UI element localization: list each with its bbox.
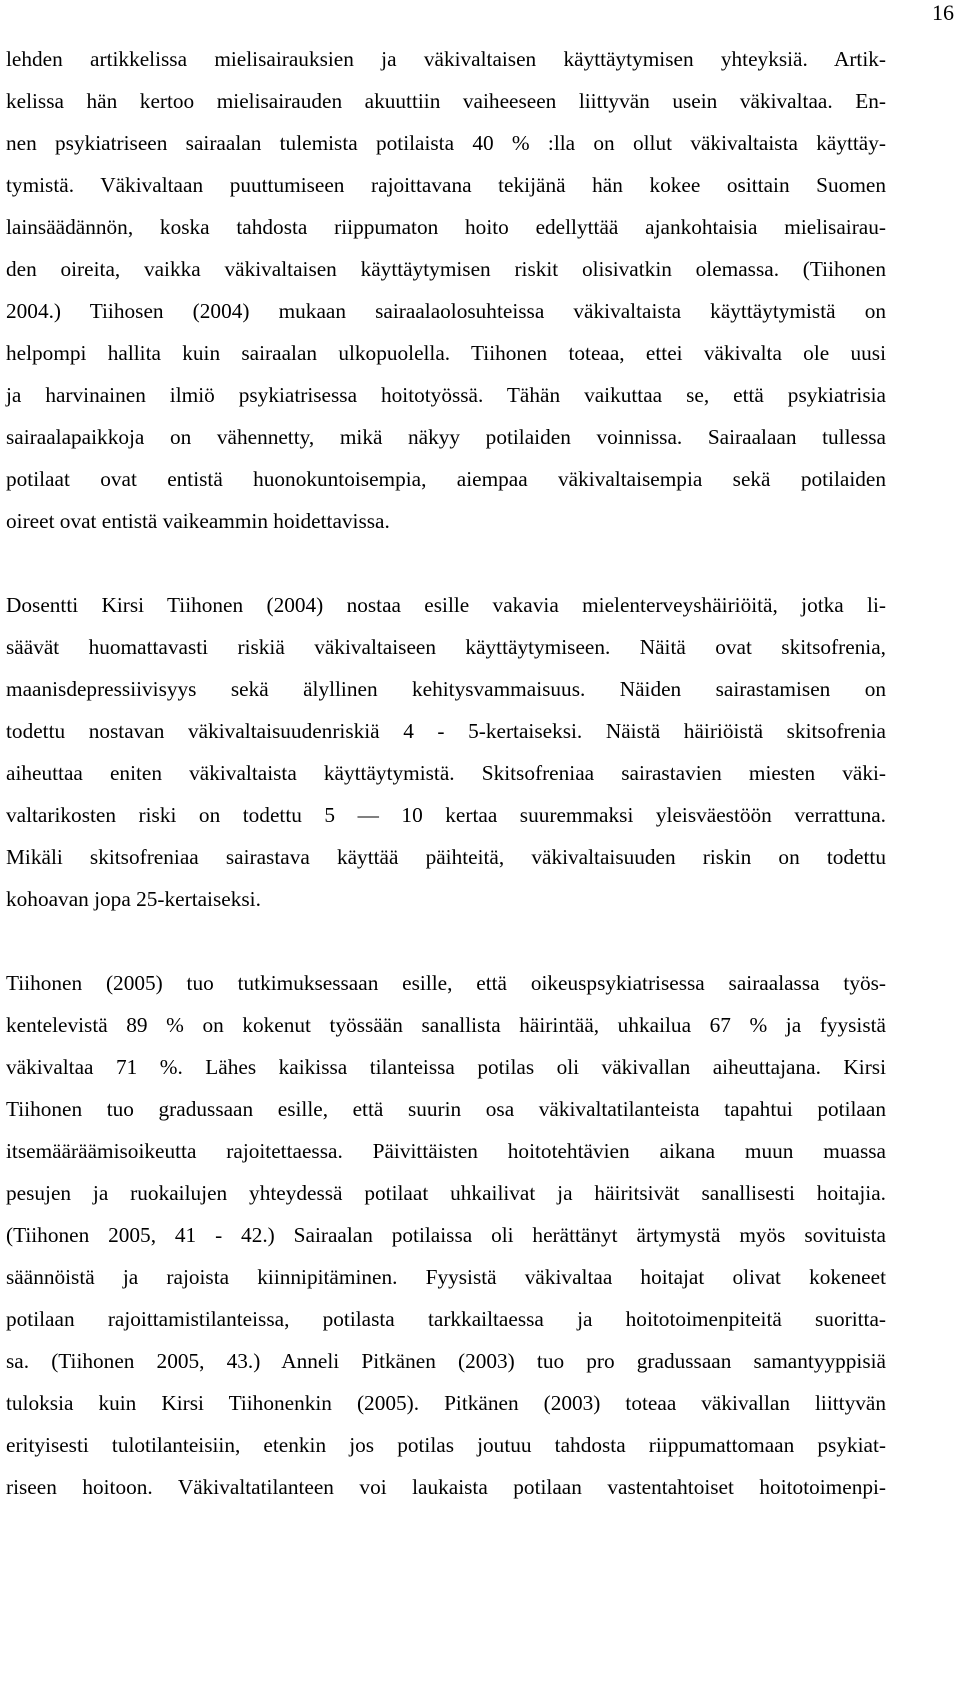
text-line: tuloksia kuin Kirsi Tiihonenkin (2005). Pitkänen (2003) toteaa väkivallan liittyvän [6, 1391, 886, 1415]
text-line: itsemääräämisoikeutta rajoitettaessa. Päivittäisten hoitotehtävien aikana muun muassa [6, 1139, 886, 1163]
text-line: kohoavan jopa 25-kertaiseksi. [6, 887, 261, 911]
text-line: valtarikosten riski on todettu 5 — 10 kertaa suuremmaksi yleisväestöön verrattuna. [6, 803, 886, 827]
text-line: säännöistä ja rajoista kiinnipitäminen. Fyysistä väkivaltaa hoitajat olivat kokeneet [6, 1265, 886, 1289]
text-line: todettu nostavan väkivaltaisuudenriskiä 4 - 5-kertaiseksi. Näistä häiriöistä skitsofrenia [6, 719, 886, 743]
paragraph-spacer [6, 542, 886, 584]
text-line: Dosentti Kirsi Tiihonen (2004) nostaa esille vakavia mielenterveyshäiriöitä, jotka li- [6, 593, 886, 617]
text-line: helpompi hallita kuin sairaalan ulkopuolella. Tiihonen toteaa, ettei väkivalta ole uusi [6, 341, 886, 365]
text-line: kentelevistä 89 % on kokenut työssään sanallista häirintää, uhkailua 67 % ja fyysistä [6, 1013, 886, 1037]
text-line: sa. (Tiihonen 2005, 43.) Anneli Pitkänen (2003) tuo pro gradussaan samantyyppisiä [6, 1349, 886, 1373]
paragraph-2 [6, 584, 886, 920]
text-line: 2004.) Tiihosen (2004) mukaan sairaalaolosuhteissa väkivaltaista käyttäytymistä on [6, 299, 886, 323]
text-line: potilaan rajoittamistilanteissa, potilasta tarkkailtaessa ja hoitotoimenpiteitä suoritta- [6, 1307, 886, 1331]
text-line: maanisdepressiivisyys sekä älyllinen kehitysvammaisuus. Näiden sairastamisen on [6, 677, 886, 701]
text-line: potilaat ovat entistä huonokuntoisempia, aiempaa väkivaltaisempia sekä potilaiden [6, 467, 886, 491]
text-line: den oireita, vaikka väkivaltaisen käyttäytymisen riskit olisivatkin olemassa. (Tiihonen [6, 257, 886, 281]
paragraph-spacer [6, 920, 886, 962]
paragraph-1 [6, 38, 886, 542]
text-line: kelissa hän kertoo mielisairauden akuuttiin vaiheeseen liittyvän usein väkivaltaa. En- [6, 89, 886, 113]
text-line: pesujen ja ruokailujen yhteydessä potilaat uhkailivat ja häiritsivät sanallisesti hoitajia. [6, 1181, 886, 1205]
text-line: lehden artikkelissa mielisairauksien ja väkivaltaisen käyttäytymisen yhteyksiä. Artik- [6, 47, 886, 71]
text-line: riseen hoitoon. Väkivaltatilanteen voi laukaista potilaan vastentahtoiset hoitotoimenpi- [6, 1475, 886, 1499]
text-line: tymistä. Väkivaltaan puuttumiseen rajoittavana tekijänä hän kokee osittain Suomen [6, 173, 886, 197]
text-line: aiheuttaa eniten väkivaltaista käyttäytymistä. Skitsofreniaa sairastavien miesten väki- [6, 761, 886, 785]
text-line: ja harvinainen ilmiö psykiatrisessa hoitotyössä. Tähän vaikuttaa se, että psykiatrisia [6, 383, 886, 407]
text-line: erityisesti tulotilanteisiin, etenkin jos potilas joutuu tahdosta riippumattomaan psykiat- [6, 1433, 886, 1457]
text-line: Tiihonen (2005) tuo tutkimuksessaan esille, että oikeuspsykiatrisessa sairaalassa työs- [6, 971, 886, 995]
document-body [6, 38, 886, 1508]
text-line: (Tiihonen 2005, 41 - 42.) Sairaalan potilaissa oli herättänyt ärtymystä myös sovituista [6, 1223, 886, 1247]
paragraph-3 [6, 962, 886, 1508]
page-number: 16 [932, 0, 954, 25]
text-line: Mikäli skitsofreniaa sairastava käyttää päihteitä, väkivaltaisuuden riskin on todettu [6, 845, 886, 869]
text-line: säävät huomattavasti riskiä väkivaltaiseen käyttäytymiseen. Näitä ovat skitsofrenia, [6, 635, 886, 659]
text-line: sairaalapaikkoja on vähennetty, mikä näkyy potilaiden voinnissa. Sairaalaan tullessa [6, 425, 886, 449]
text-line: oireet ovat entistä vaikeammin hoidettavissa. [6, 509, 390, 533]
text-line: nen psykiatriseen sairaalan tulemista potilaista 40 % :lla on ollut väkivaltaista käyttäy- [6, 131, 886, 155]
text-line: lainsäädännön, koska tahdosta riippumaton hoito edellyttää ajankohtaisia mielisairau- [6, 215, 886, 239]
text-line: väkivaltaa 71 %. Lähes kaikissa tilanteissa potilas oli väkivallan aiheuttajana. Kirsi [6, 1055, 886, 1079]
text-line: Tiihonen tuo gradussaan esille, että suurin osa väkivaltatilanteista tapahtui potilaan [6, 1097, 886, 1121]
